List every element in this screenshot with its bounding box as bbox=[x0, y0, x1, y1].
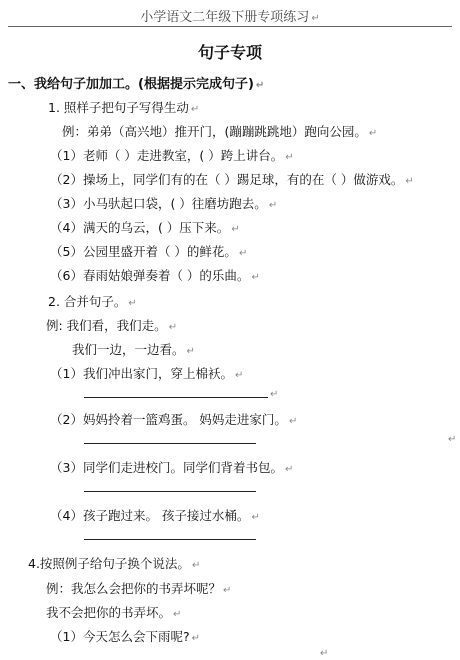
q4-example bbox=[46, 579, 231, 597]
list-item-text: （6）春雨姑娘弹奏着（ ）的乐曲。 bbox=[50, 268, 250, 283]
list-item bbox=[50, 364, 243, 382]
q2-heading bbox=[48, 292, 137, 310]
list-item bbox=[50, 506, 260, 524]
list-item bbox=[50, 170, 414, 188]
list-item-text: （3）小马驮起口袋，( ）往磨坊跑去。 bbox=[50, 196, 267, 211]
section-heading-text: 一、我给句子加加工。(根据提示完成句子) bbox=[8, 77, 254, 92]
list-item bbox=[50, 458, 293, 476]
q4-example-text: 例：我怎么会把你的书弄坏呢？ bbox=[46, 581, 222, 596]
page-title: 句子专项 bbox=[197, 43, 262, 62]
paragraph-mark-icon: ↵ bbox=[448, 434, 457, 445]
answer-line[interactable] bbox=[84, 443, 256, 444]
paragraph-mark-icon: ↵ bbox=[320, 648, 329, 659]
list-item bbox=[50, 218, 240, 236]
q4-example-answer bbox=[46, 603, 181, 621]
q2-example-answer-text: 我们一边，一边看。 bbox=[72, 342, 185, 357]
paragraph-mark-icon: ↵ bbox=[288, 416, 298, 427]
q4-heading-text: 4.按照例子给句子换个说法。 bbox=[28, 556, 190, 571]
list-item bbox=[50, 627, 200, 645]
paragraph-mark-icon: ↵ bbox=[190, 104, 200, 115]
list-item-text: （1）我们冲出家门，穿上棉袄。 bbox=[50, 366, 233, 381]
q4-heading bbox=[28, 554, 200, 572]
list-item-text: （3）同学们走进校门。同学们背着书包。 bbox=[50, 460, 283, 475]
paragraph-mark-icon: ↵ bbox=[405, 176, 414, 187]
q4-example-answer-text: 我不会把你的书弄坏。 bbox=[46, 605, 172, 620]
paragraph-mark-icon: ↵ bbox=[251, 512, 260, 523]
list-item-text: （2）妈妈拎着一篮鸡蛋。 妈妈走进家门。 bbox=[50, 412, 287, 427]
section-heading bbox=[8, 73, 264, 92]
paragraph-mark-icon: ↵ bbox=[168, 322, 178, 333]
list-item bbox=[50, 242, 247, 260]
list-item-text: （1）老师（ ）走进教室，( ）跨上讲台。 bbox=[50, 148, 284, 163]
paragraph-mark-icon: ↵ bbox=[223, 585, 232, 596]
q2-heading-text: 2. 合并句子。 bbox=[48, 294, 127, 309]
list-item bbox=[50, 146, 294, 164]
q2-example-text: 例: 我们看，我们走。 bbox=[46, 318, 167, 333]
paragraph-mark-icon: ↵ bbox=[285, 152, 294, 163]
paragraph-mark-icon: ↵ bbox=[311, 13, 320, 24]
paragraph-mark-icon: ↵ bbox=[270, 389, 279, 400]
paragraph-mark-icon: ↵ bbox=[368, 128, 378, 139]
list-item-text: （5）公园里盛开着（ ）的鲜花。 bbox=[50, 244, 237, 259]
q1-example bbox=[62, 122, 377, 140]
paragraph-mark-icon: ↵ bbox=[128, 298, 137, 309]
page-header bbox=[0, 6, 460, 25]
paragraph-mark-icon: ↵ bbox=[191, 633, 200, 644]
paragraph-mark-icon: ↵ bbox=[284, 464, 294, 475]
list-item bbox=[50, 410, 297, 428]
q1-example-text: 例：弟弟（高兴地）推开门，(蹦蹦跳跳地）跑向公园。 bbox=[62, 124, 367, 139]
paragraph-mark-icon: ↵ bbox=[251, 272, 260, 283]
header-rule bbox=[8, 26, 452, 27]
paragraph-mark-icon: ↵ bbox=[238, 248, 248, 259]
paragraph-mark-icon: ↵ bbox=[234, 370, 244, 381]
list-item-text: （4）孩子跑过来。 孩子接过水桶。 bbox=[50, 508, 250, 523]
list-item bbox=[50, 266, 260, 284]
paragraph-mark-icon: ↵ bbox=[173, 609, 182, 620]
paragraph-mark-icon: ↵ bbox=[255, 80, 265, 91]
q2-example bbox=[46, 316, 177, 334]
answer-line[interactable] bbox=[84, 539, 256, 540]
list-item-text: （1）今天怎么会下雨呢? bbox=[50, 629, 190, 644]
q2-example-answer bbox=[72, 340, 195, 358]
paragraph-mark-icon: ↵ bbox=[191, 560, 201, 571]
q1-heading bbox=[48, 98, 199, 116]
list-item-text: （2）操场上，同学们有的在（ ）踢足球，有的在（ ）做游戏。 bbox=[50, 172, 404, 187]
header-text: 小学语文二年级下册专项练习 bbox=[140, 10, 310, 25]
answer-line[interactable] bbox=[84, 397, 268, 398]
paragraph-mark-icon: ↵ bbox=[186, 346, 195, 357]
q1-heading-text: 1. 照样子把句子写得生动 bbox=[48, 100, 189, 115]
paragraph-mark-icon: ↵ bbox=[268, 200, 278, 211]
paragraph-mark-icon: ↵ bbox=[231, 224, 240, 235]
list-item bbox=[50, 194, 277, 212]
answer-line[interactable] bbox=[84, 491, 256, 492]
list-item-text: （4）满天的乌云，( ）压下来。 bbox=[50, 220, 230, 235]
